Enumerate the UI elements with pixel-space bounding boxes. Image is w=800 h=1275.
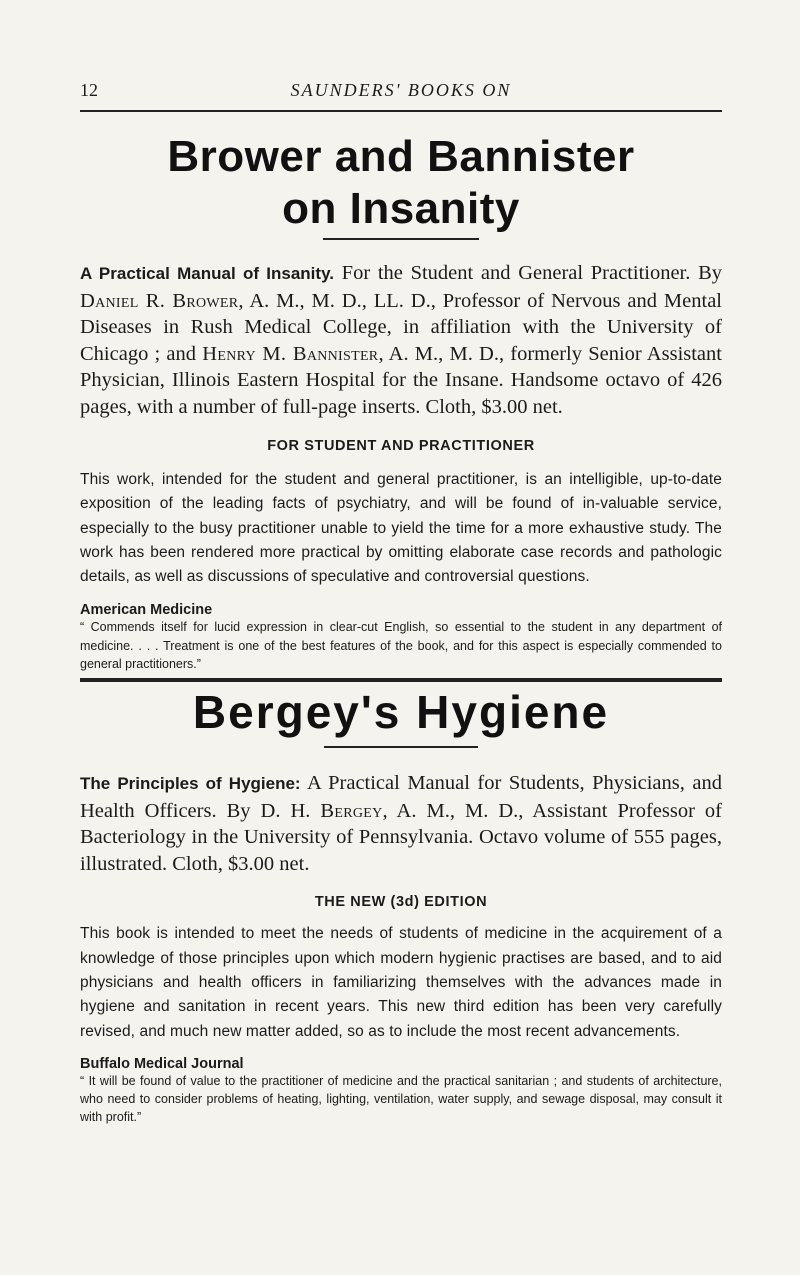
book2-review-quote: “ It will be found of value to the practitioner of medicine and the practical sanitarian ; and students of architecture, who need to consider problems of heating, lighting, ventilation, water supply, and sewage disposal, may consult it with profit.”	[80, 1073, 722, 1125]
book1-lead-text-3: , A. M., M. D., formerly Senior Assistant Physician, Illinois Eastern Hospital for the Insane. Handsome octavo of 426 pages, with a number of full-page inserts. Cloth, $3.00 net.	[80, 342, 722, 418]
book1-title-line1: Brower and Bannister	[167, 132, 635, 181]
book2-lead	[80, 770, 722, 877]
book1-lead-text-2: , A. M., M. D., LL. D., Professor of Nervous and Mental Diseases in Rush Medical College, in affiliation with the University of Chicago ; and	[80, 289, 722, 365]
book1-title-line2: on Insanity	[282, 184, 520, 233]
header-rule	[80, 110, 722, 112]
book1-lead-label: A Practical Manual of Insanity.	[80, 264, 334, 283]
book2-section-head: THE NEW (3d) EDITION	[314, 894, 488, 911]
book2-lead-label: The Principles of Hygiene:	[80, 774, 301, 794]
book2-lead-text-1: A Practical Manual for Students, Physicians, and Health Officers. By D. H.	[80, 772, 722, 822]
book2-author: Bergey	[320, 799, 383, 822]
page-number: 12	[80, 80, 98, 100]
running-head-title: SAUNDERS' BOOKS ON	[290, 80, 512, 100]
book1-author2: Henry M. Bannister	[202, 342, 379, 365]
section-divider	[80, 678, 722, 682]
book1-lead-text-1: For the Student and General Practitioner. By	[333, 262, 722, 284]
book1-review-source: American Medicine	[80, 602, 213, 619]
book2-title: Bergey's Hygiene	[192, 686, 610, 739]
book1-section-head: FOR STUDENT AND PRACTITIONER	[267, 438, 535, 454]
book2-lead-text-2: , A. M., M. D., Assistant Professor of Bacteriology in the University of Pennsylvania. Octavo volume of 555 pages, illustrated. Cloth, $3.00 net.	[80, 799, 722, 875]
book2-review-source: Buffalo Medical Journal	[80, 1055, 244, 1072]
title-underline	[323, 238, 479, 240]
book1-author1: Daniel R. Brower	[80, 289, 239, 312]
title-underline	[324, 746, 478, 748]
book1-description: This work, intended for the student and general practitioner, is an intelligible, up-to-date exposition of the leading facts of psychiatry, and will be found of in-valuable service, especially to the busy practitioner unable to yield the time for a more exhaustive study. The work has been rendered more practical by omitting elaborate case records and pathologic details, as well as discussions of speculative and controversial questions.	[80, 471, 722, 586]
book2-description: This book is intended to meet the needs of students of medicine in the acquirement of a knowledge of those principles upon which modern hygienic practises are based, and to aid physicians and health officers in familiarizing themselves with the advances made in hygiene and sanitation in recent years. This new third edition has been very carefully revised, and much new matter added, so as to include the most recent advancements.	[80, 925, 722, 1040]
book1-lead	[80, 260, 722, 420]
book1-review-quote: “ Commends itself for lucid expression in clear-cut English, so essential to the student in any department of medicine. . . . Treatment is one of the best features of the book, and for this aspect is especially commended to general practitioners.”	[80, 620, 722, 672]
running-head	[80, 78, 722, 104]
document-page	[80, 78, 722, 1127]
